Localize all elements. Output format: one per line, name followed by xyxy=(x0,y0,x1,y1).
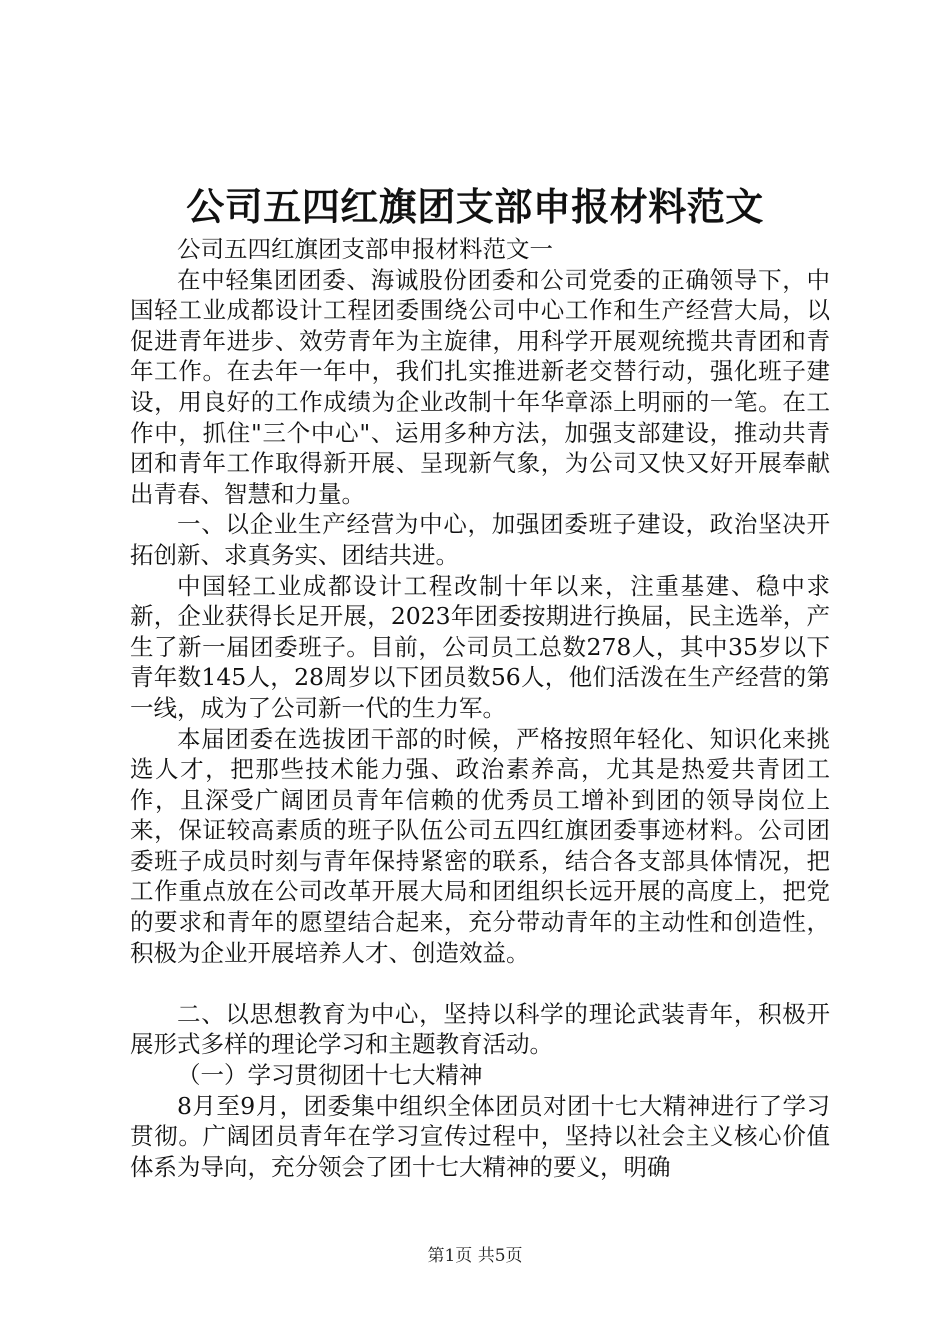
paragraph-section-1-body-2: 本届团委在选拔团干部的时候，严格按照年轻化、知识化来挑选人才，把那些技术能力强、政治素养高，尤其是热爱共青团工作，且深受广阔团员青年信赖的优秀员工增补到团的领导岗位上来，保证较高素质的班子队伍公司五四红旗团委事迹材料。公司团委班子成员时刻与青年保持紧密的联系，结合各支部具体情况，把工作重点放在公司改革开展大局和团组织长远开展的高度上，把党的要求和青年的愿望结合起来，充分带动青年的主动性和创造性，积极为企业开展培养人才、创造效益。 xyxy=(130,724,830,967)
paragraph-subsection-heading: （一）学习贯彻团十七大精神 xyxy=(177,1061,483,1090)
paragraph-subtitle: 公司五四红旗团支部申报材料范文一 xyxy=(177,235,553,263)
paragraph-section-2-heading: 二、以思想教育为中心，坚持以科学的理论武装青年，积极开展形式多样的理论学习和主题教育活动。 xyxy=(130,999,830,1059)
paragraph-section-1-body: 中国轻工业成都设计工程改制十年以来，注重基建、稳中求新，企业获得长足开展，2023年团委按期进行换届，民主选举，产生了新一届团委班子。目前，公司员工总数278人，其中35岁以下青年数145人，28周岁以下团员数56人，他们活泼在生产经营的第一线，成为了公司新一代的生力军。 xyxy=(130,571,830,722)
paragraph-section-1-heading: 一、以企业生产经营为中心，加强团委班子建设，政治坚决开拓创新、求真务实、团结共进。 xyxy=(130,510,830,569)
document-title: 公司五四红旗团支部申报材料范文 xyxy=(186,184,764,229)
paragraph-intro: 在中轻集团团委、海诚股份团委和公司党委的正确领导下，中国轻工业成都设计工程团委围绕公司中心工作和生产经营大局，以促进青年进步、效劳青年为主旋律，用科学开展观统揽共青团和青年工作。在去年一年中，我们扎实推进新老交替行动，强化班子建设，用良好的工作成绩为企业改制十年华章添上明丽的一笔。在工作中，抓住"三个中心"、运用多种方法，加强支部建设，推动共青团和青年工作取得新开展、呈现新气象，为公司又快又好开展奉献出青春、智慧和力量。 xyxy=(130,265,830,508)
document-body xyxy=(130,234,830,1182)
page-footer: 第1页 共5页 xyxy=(427,1246,523,1266)
paragraph-subsection-body: 8月至9月，团委集中组织全体团员对团十七大精神进行了学习贯彻。广阔团员青年在学习宣传过程中，坚持以社会主义核心价值体系为导向，充分领会了团十七大精神的要义，明确 xyxy=(130,1091,830,1181)
